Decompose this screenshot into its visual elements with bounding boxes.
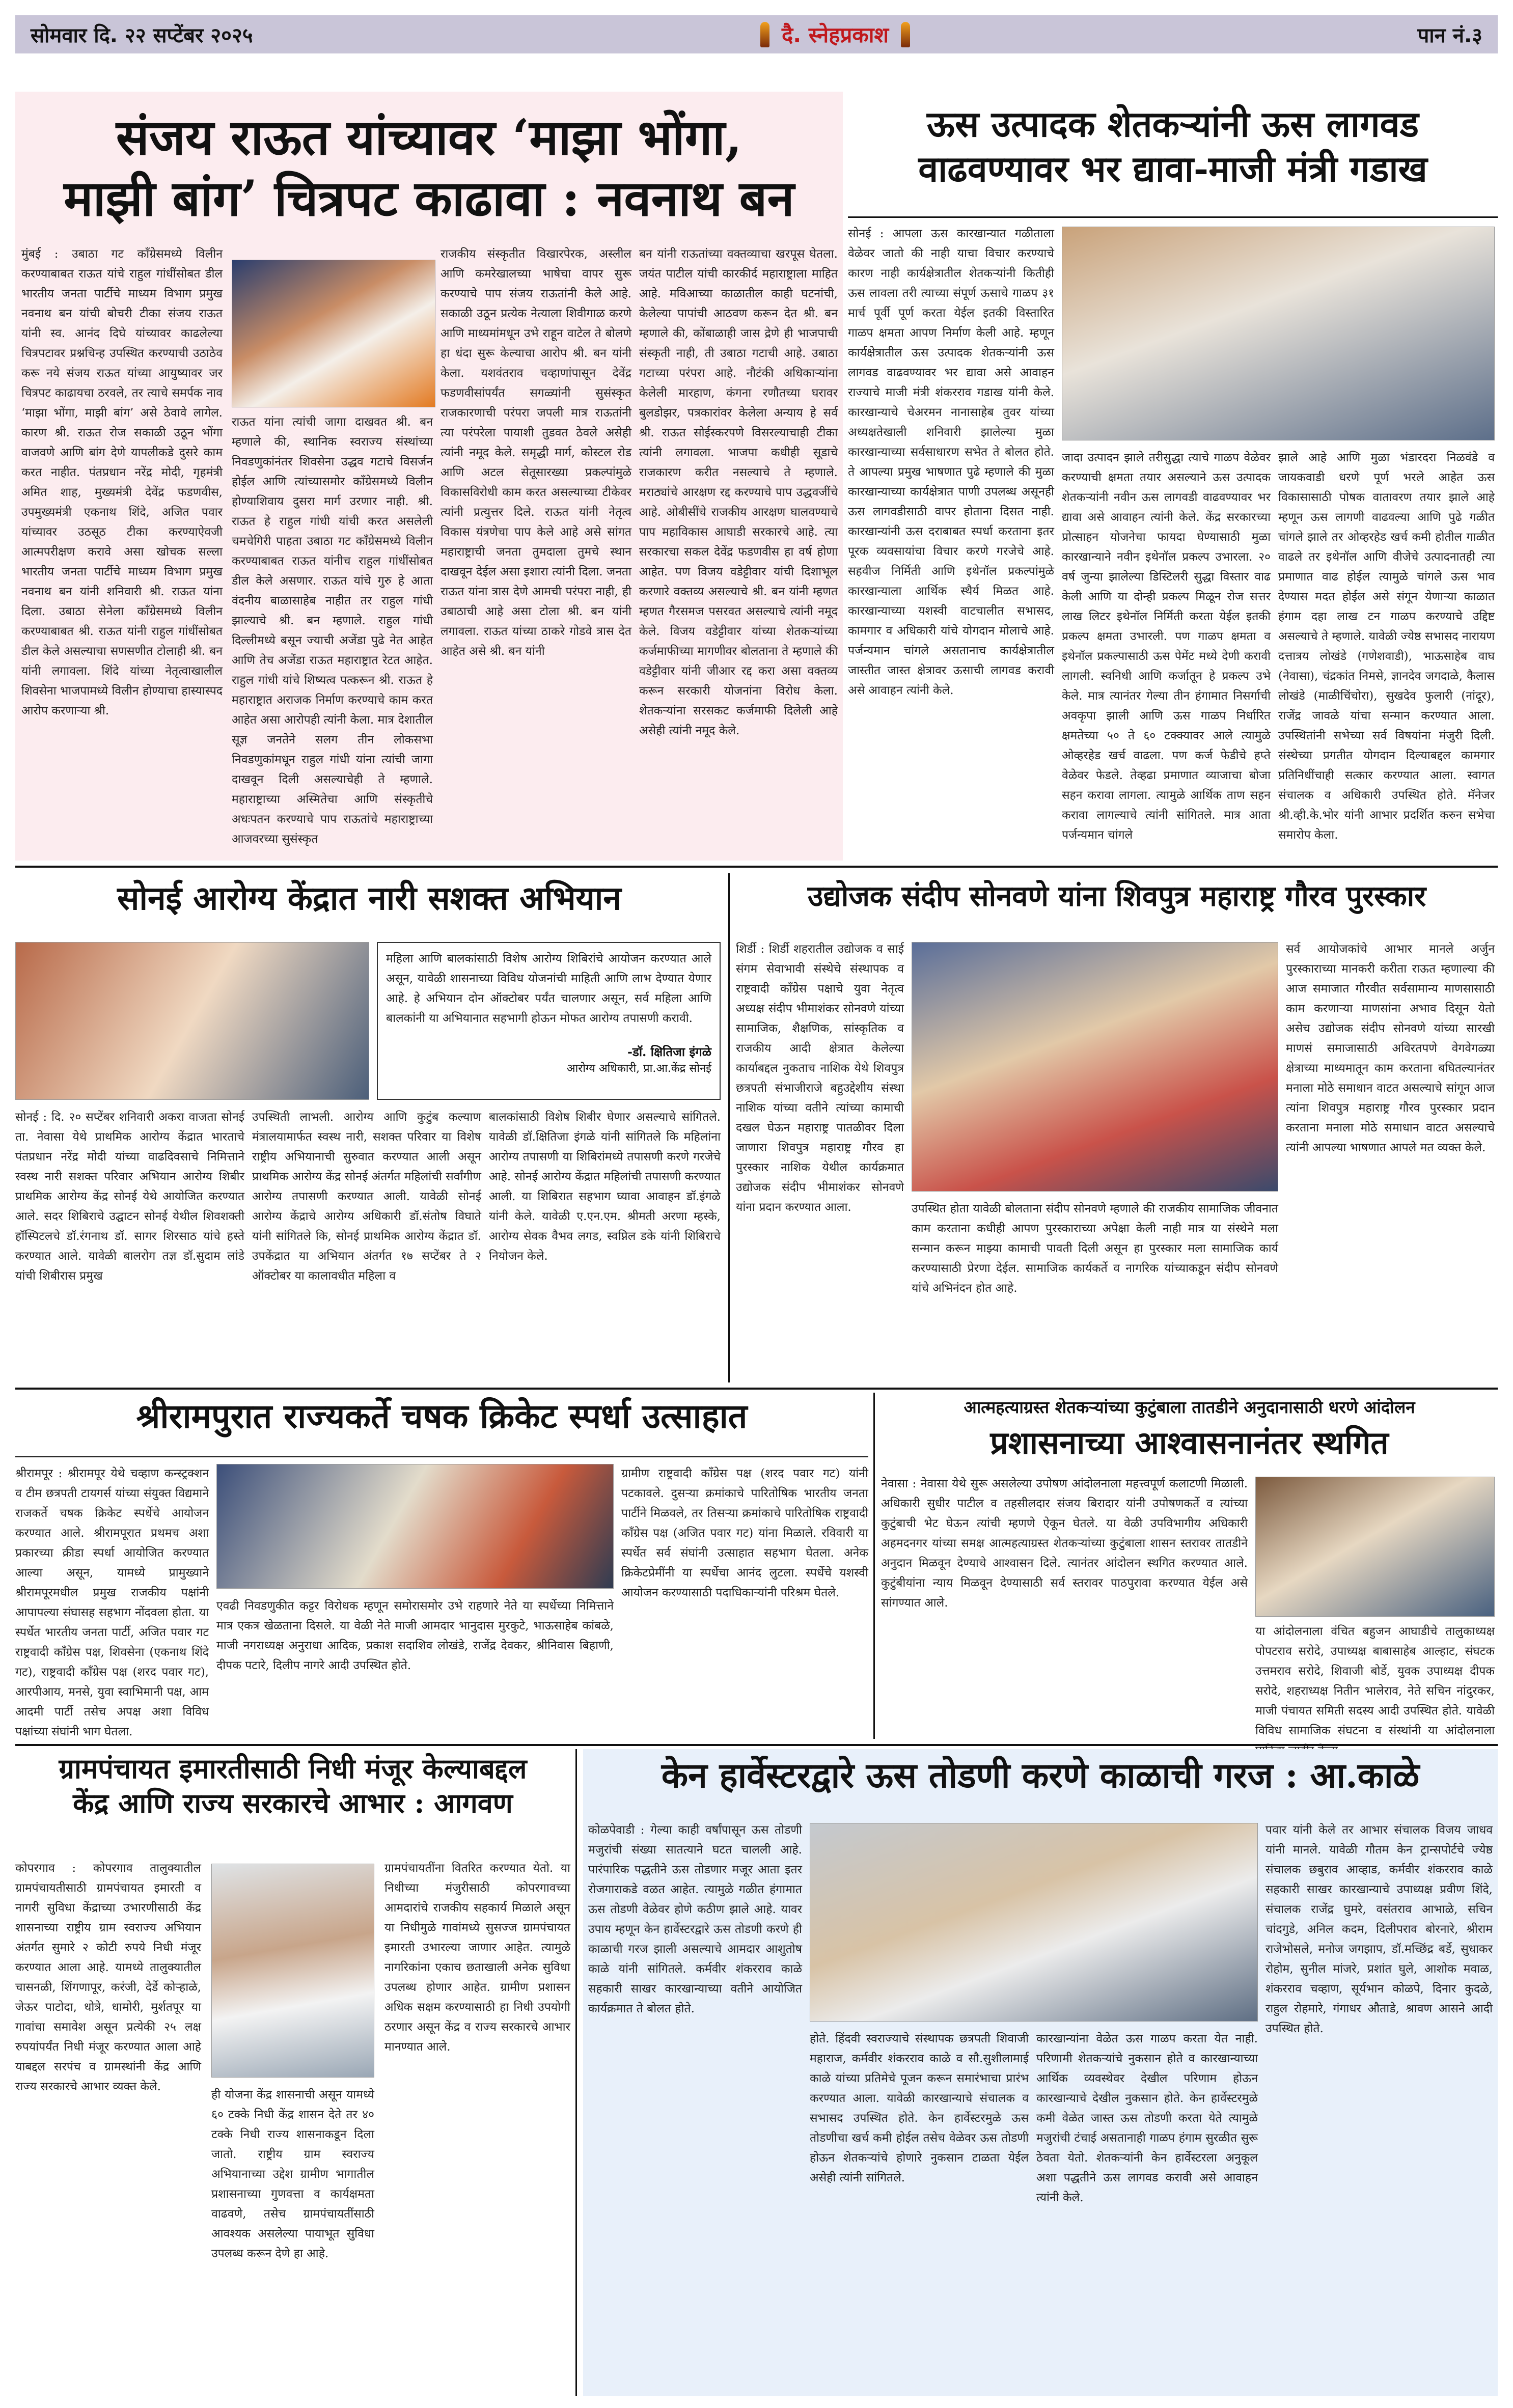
- headline-line-1: ऊस उत्पादक शेतकऱ्यांनी ऊस लागवड: [927, 103, 1419, 145]
- article-column: सोनई : आपला ऊस कारखान्यात गळीताला वेळेवर जातो की नाही याचा विचार करण्याचे कारण नाही कार्यक्षेत्रातील शेतकऱ्यांनी कितीही ऊस लावला तरी त्याच्या संपूर्ण ऊसाचे गाळप ३१ मार्च पूर्वी पूर्ण करता येईल इतकी विस्तारित गाळप क्षमता आपण निर्माण केली आहे. म्हणून कार्यक्षेत्रातील ऊस उत्पादक शेतकऱ्यांनी ऊस लागवड वाढवण्यावर भर द्यावा असे आवाहन राज्याचे माजी मंत्री शंकरराव गडाख यांनी केले. कारखान्याचे चेअरमन नानासाहेब तुवर यांच्या अध्यक्षतेखाली शनिवारी झालेल्या मुळा कारखान्याच्या सर्वसाधारण सभेत ते बोलत होते. ते आपल्या प्रमुख भाषणात पुढे म्हणाले की मुळा कारखान्याच्या कार्यक्षेत्रात पाणी उपलब्ध असूनही ऊस लागवडीसाठी वापर होताना दिसत नाही. कारखान्यांनी ऊस दराबाबत स्पर्धा करताना इतर पूरक व्यवसायांचा विचार करणे गरजेचे आहे. सहवीज निर्मिती आणि इथेनॉल प्रकल्पांमुळे कारखान्याला आर्थिक स्थैर्य मिळत आहे. कारखान्याच्या यशस्वी वाटचालीत सभासद, कामगार व अधिकारी यांचे योगदान मोलाचे आहे. पर्जन्यमान चांगले असतानाच कार्यक्षेत्रातील जास्तीत जास्त क्षेत्रावर ऊसाची लागवड करावी असे आवाहन त्यांनी केले.: [848, 227, 1054, 697]
- article-column: राजकीय संस्कृतीत विखारपेरक, अस्लील आणि कमरेखालच्या भाषेचा वापर सुरू करण्याचे पाप संजय राऊतांनी केले आहे. सकाळी उठून प्रत्येक नेत्याला शिवीगाळ करणे आणि माध्यमांमधून उभे राहून वाटेल ते बोलणे हा धंदा सुरू केल्याचा आरोप श्री. बन यांनी केला. यशवंतराव चव्हाणांपासून देवेंद्र फडणवीसांपर्यंत सगळ्यांनी सुसंस्कृत राजकारणाची परंपरा जपली मात्र राऊतांनी त्या परंपरेला पायाशी तुडवत ठेवले असेही त्यांनी नमूद केले. समृद्धी मार्ग, कोस्टल रोड आणि अटल सेतूसारख्या प्रकल्पांमुळे विकासविरोधी काम करत असल्याच्या टीकेवर त्यांनी प्रत्युत्तर दिले. राऊत यांनी नेतृत्व विकास यंत्रणेचा पाप केले आहे असे सांगत महाराष्ट्राची जनता तुमदाला तुमचे स्थान दाखवून देईल असा इशारा त्यांनी दिला. जनता राऊत यांना त्रास देणे आमची परंपरा नाही, ही उबाठाची आहे असा टोला श्री. बन यांनी लगावला. राऊत यांच्या ठाकरे गोडवे त्रास देत आहेत असे श्री. बन यांनी: [441, 247, 631, 658]
- article-column: पवार यांनी केले तर आभार संचालक विजय जाधव यांनी मानले. यावेळी गौतम केन ट्रान्सपोर्टचे ज्येष्ठ संचालक छबुराव आव्हाड, कर्मवीर शंकरराव काळे सहकारी साखर कारखान्याचे उपाध्यक्ष प्रवीण शिंदे, संचालक राजेंद्र घुमरे, वसंतराव आभाळे, सचिन चांदगुडे, अनिल कदम, दिलीपराव बोरनारे, श्रीराम राजेभोसले, मनोज जगझाप, डॉ.मच्छिंद्र बर्डे, सुधाकर रोहोम, सुनील मांजरे, प्रशांत घुले, आशोक मवाळ, शंकरराव चव्हाण, सूर्यभान कोळपे, दिनार कुदळे, राहुल रोहमारे, गंगाधर औताडे, श्रावण आसने आदी उपस्थित होते.: [1266, 1823, 1493, 2035]
- photo-caption: ही योजना केंद्र शासनाची असून यामध्ये ६० टक्के निधी केंद्र शासन देते तर ४० टक्के निधी राज्य शासनाकडून दिला जातो. राष्ट्रीय ग्राम स्वराज्य अभियानाच्या उद्देश ग्रामीण भागातील प्रशासनाच्या गुणवत्ता व कार्यक्षमता वाढवणे, तसेच ग्रामपंचायतींसाठी आवश्यक असलेल्या पायाभूत सुविधा उपलब्ध करून देणे हा आहे.: [211, 2088, 374, 2260]
- paper-name: दै. स्नेहप्रकाश: [781, 22, 889, 47]
- paper-brand: [760, 20, 910, 49]
- lamp-icon: [901, 22, 910, 47]
- headline: सोनई आरोग्य केंद्रात नारी सशक्त अभियान: [117, 879, 621, 918]
- divider: [15, 1388, 1498, 1390]
- quote-author: -डॉ. क्षितिजा इंगळे: [627, 1044, 711, 1059]
- divider: [575, 1749, 577, 2396]
- headline-line-1: संजय राऊत यांच्यावर ‘माझा भोंगा,: [116, 108, 742, 166]
- headline: [20, 107, 838, 244]
- divider: [15, 1456, 868, 1457]
- headline-line-2: माझी बांग’ चित्रपट काढावा : नवनाथ बन: [64, 170, 794, 227]
- article-column: ग्रामपंचायतींना वितरित करण्यात येतो. या निधीच्या मंजुरीसाठी कोपरगावच्या आमदारांचे राजकीय सहकार्य मिळाले असून या निधीमुळे गावांमध्ये सुसज्ज ग्रामपंचायत इमारती उभारल्या जाणार आहेत. त्यामुळे नागरिकांना एकाच छताखाली अनेक सुविधा उपलब्ध होणार आहेत. ग्रामीण प्रशासन अधिक सक्षम करण्यासाठी हा निधी उपयोगी ठरणार असून केंद्र व राज्य सरकारचे आभार मानण्यात आले.: [384, 1862, 570, 2054]
- cricket-team-photo: [216, 1464, 614, 1589]
- lamp-icon: [760, 22, 769, 47]
- health-camp-photo: [15, 942, 369, 1100]
- quote-author-title: आरोग्य अधिकारी, प्रा.आ.केंद्र सोनई: [566, 1062, 711, 1075]
- headline: [848, 102, 1498, 214]
- article-column: होते. हिंदवी स्वराज्याचे संस्थापक छत्रपती शिवाजी महाराज, कर्मवीर शंकरराव काळे व सौ.सुशीलामाई काळे यांच्या प्रतिमेचे पूजन करून समारंभाचा प्रारंभ करण्यात आला. यावेळी कारखान्याचे संचालक व सभासद उपस्थित होते. केन हार्वेस्टरमुळे ऊस तोडणीचा खर्च कमी होईल तसेच वेळेवर ऊस तोडणी होऊन शेतकऱ्यांचे होणारे नुकसान टाळता येईल असेही त्यांनी सांगितले.: [810, 2032, 1029, 2184]
- article-column: या आंदोलनाला वंचित बहुजन आघाडीचे तालुकाध्यक्ष पोपटराव सरोदे, उपाध्यक्ष बाबासाहेब आल्हाट, संघटक उत्तमराव सरोदे, शिवाजी बोर्डे, युवक उपाध्यक्ष दीपक सरोदे, शहराध्यक्ष नितीन भालेराव, नेते सचिन नांदुरकर, माजी पंचायत समिती सदस्य आदी उपस्थित होते. यावेळी विविध सामाजिक संघटना व संस्थांनी या आंदोलनाला: [1255, 1625, 1495, 1737]
- divider: [15, 1744, 1498, 1746]
- headline: केन हार्वेस्टरद्वारे ऊस तोडणी करणे काळाची गरज : आ.काळे: [661, 1755, 1420, 1796]
- article-sonawane-award: [736, 873, 1498, 1382]
- article-column: जादा उत्पादन झाले तरीसुद्धा त्याचे गाळप वेळेवर करण्याची क्षमता तयार असल्याने ऊस उत्पादक शेतकऱ्यांनी नवीन ऊस लागवडी वाढवण्यावर भर द्यावा असे आवाहन त्यांनी केले. केंद्र सरकारच्या प्रोत्साहन योजनेचा फायदा घेण्यासाठी मुळा कारखान्याने नवीन इथेनॉल प्रकल्प उभारला. २० वर्ष जुन्या झालेल्या डिस्टिलरी सुद्धा विस्तार वाढ केली आणि या दोन्ही प्रकल्प मिळून रोज सत्तर लाख लिटर इथेनॉल निर्मिती करता येईल इतकी प्रकल्प क्षमता उभारली. पण गाळप क्षमता व इथेनॉल प्रकल्पासाठी ऊस पेमेंट मध्ये देणी करावी लागली. स्वनिधी आणि कर्जातून हे प्रकल्प उभे केले. मात्र त्यानंतर गेल्या तीन हंगामात निसर्गाची अवकृपा झाली आणि ऊस गाळप निर्धारित क्षमतेच्या ५० ते ६० टक्क्यावर आले त्यामुळे ओव्हरहेड खर्च वाढला. पण कर्ज फेडीचे हप्ते वेळेवर फेडले. तेव्हढा प्रमाणात व्याजाचा बोजा सहन करावा लागला. त्यामुळे आर्थिक ताण सहन करावा लागल्याचे त्यांनी सांगितले. मात्र आता पर्जन्यमान चांगले: [1062, 451, 1271, 842]
- event-photo: [810, 1823, 1258, 2022]
- portrait-photo: [211, 1864, 374, 2078]
- article-gadakh: [848, 92, 1498, 861]
- article-column: कोपरगाव : कोपरगाव तालुक्यातील ग्रामपंचायतीसाठी ग्रामपंचायत इमारती व नागरी सुविधा केंद्राच्या उभारणीसाठी केंद्र शासनाच्या राष्ट्रीय ग्राम स्वराज्य अभियान अंतर्गत सुमारे २ कोटी रुपये निधी मंजूर करण्यात आला आहे. यामध्ये तालुक्यातील चासनळी, शिंगणापूर, करंजी, देर्डे कोऱ्हाळे, जेऊर पाटोदा, धोत्रे, धामोरी, मुर्शतपूर या गावांचा समावेश असून प्रत्येकी २५ लक्ष रुपयांपर्यंत निधी मंजूर करण्यात आला आहे याबद्दल सरपंच व ग्रामस्थांनी केंद्र आणि राज्य सरकारचे आभार व्यक्त केले.: [15, 1862, 201, 2093]
- award-photo: [912, 942, 1278, 1192]
- divider: [848, 216, 1498, 218]
- article-column: मुंबई : उबाठा गट काँग्रेसमध्ये विलीन करण्याबाबत राऊत यांचे राहुल गांधींसोबत डील भारतीय जनता पार्टीचे माध्यम विभाग प्रमुख नवनाथ बन यांची बोचरी टीका संजय राऊत यांनी स्व. आनंद दिघे यांच्यावर काढलेल्या चित्रपटावर प्रश्नचिन्ह उपस्थित करण्याची उठाठेव करू नये संजय राऊत यांच्या आयुष्यावर जर चित्रपट काढायचा ठरवले, तर त्याचे समर्पक नाव ‘माझा भोंगा, माझी बांग’ असे ठेवावे लागेल. कारण श्री. राऊत रोज सकाळी उठून भोंगा वाजवणे आणि बांग देणे यापलीकडे दुसरे काम करत नाहीत. पंतप्रधान नरेंद्र मोदी, गृहमंत्री अमित शाह, मुख्यमंत्री देवेंद्र फडणवीस, उपमुख्यमंत्री एकनाथ शिंदे, अजित पवार यांच्यावर उठसूठ टीका करण्याऐवजी आत्मपरीक्षण करावे असा खोचक सल्ला भारतीय जनता पार्टीचे माध्यम विभाग प्रमुख नवनाथ बन यांनी शनिवारी श्री. राऊत यांना दिला. उबाठा सेनेला काँग्रेसमध्ये विलीन करण्याबाबत श्री. राऊत यांनी राहुल गांधींसोबत डील केले असल्याचा सणसणीत टोलाही श्री. बन यांनी लगावला. शिंदे यांच्या नेतृत्वाखालील शिवसेना भाजपामध्ये विलीन होण्याचा हास्यास्पद आरोप करणाऱ्या श्री.: [21, 247, 223, 717]
- issue-date: सोमवार दि. २२ सप्टेंबर २०२५: [31, 24, 253, 47]
- article-column: सर्व आयोजकांचे आभार मानले अर्जुन पुरस्काराच्या मानकरी करीता राऊत म्हणाल्या की आज समाजात गौरवीत सर्वसामान्य माणसासाठी काम करणाऱ्या माणसांना अभाव दिसून येतो असेच उद्योजक संदीप सोनवणे यांच्या सारखी माणसं समाजासाठी अविरतपणे वेगवेगळ्या क्षेत्राच्या माध्यमातून काम करताना बघितल्यानंतर मनाला मोठे समाधान वाटत असल्याचे सांगून आज त्यांना शिवपुत्र महाराष्ट्र गौरव पुरस्कार प्रदान करताना मनाला मोठे समाधान वाटत असल्याचे त्यांनी आपल्या भाषणात आपले मत व्यक्त केले.: [1286, 943, 1495, 1154]
- kicker: आत्महत्याग्रस्त शेतकऱ्यांच्या कुटुंबाला तातडीने अनुदानासाठी धरणे आंदोलन: [964, 1397, 1415, 1417]
- article-column: सोनई : दि. २० सप्टेंबर शनिवारी अकरा वाजता सोनई ता. नेवासा येथे प्राथमिक आरोग्य केंद्रात भारताचे पंतप्रधान नरेंद्र मोदी यांच्या वाढदिवसाचे निमित्ताने स्वस्थ नारी सशक्त परिवार अभियान आरोग्य शिबीर प्राथमिक आरोग्य केंद्र सोनई येथे आयोजित करण्यात आले. सदर शिबिराचे उद्घाटन सोनई येथील शिवशक्ती हॉस्पिटलचे डॉ.रंगनाथ डॉ. सागर शिरसाठ यांचे हस्ते करण्यात आले. यावेळी बालरोग तज्ञ डॉ.सुदाम लांडे यांची शिबीरास प्रमुख: [15, 1111, 244, 1283]
- page-number: पान नं.३: [1417, 24, 1482, 47]
- article-column: ग्रामीण राष्ट्रवादी काँग्रेस पक्ष (शरद पवार गट) यांनी पटकावले. दुसऱ्या क्रमांकाचे पारितोषिक भारतीय जनता पार्टीने मिळवले, तर तिसऱ्या क्रमांकाचे पारितोषिक राष्ट्रवादी काँग्रेस पक्ष (अजित पवार गट) यांना मिळाले. रविवारी या स्पर्धेत सर्व संघांनी उत्साहात सहभाग घेतला. अनेक क्रिकेटप्रेमींनी या स्पर्धेचा आनंद लुटला. स्पर्धेचे यशस्वी आयोजन करण्यासाठी पदाधिकाऱ्यांनी परिश्रम घेतले.: [621, 1467, 868, 1599]
- article-column: बालकांसाठी विशेष शिबीर घेणार असल्याचे सांगितले. यावेळी डॉ.क्षितिजा इंगळे यांनी सांगितले कि महिलांना आरोग्य तपासणी या शिबिरांमध्ये तपासणी करणे गरजेचे आहे. सोनई आरोग्य केंद्रात महिलांची तपासणी करण्यात आली. या शिबिरात सहभाग घ्यावा आवाहन डॉ.इंगळे यांनी केले. यावेळी ए.एन.एम. श्रीमती अरणा म्हस्के, आरोग्य सेवक वैभव लगड, स्वप्निल डके यांनी शिबिराचे नियोजन केले.: [489, 1111, 721, 1263]
- article-column: कोळपेवाडी : गेल्या काही वर्षांपासून ऊस तोडणी मजुरांची संख्या सातत्याने घटत चालली आहे. पारंपारिक पद्धतीने ऊस तोडणार मजूर आता इतर रोजगाराकडे वळत आहेत. त्यामुळे गळीत हंगामात ऊस तोडणी वेळेवर होणे कठीण झाले आहे. यावर उपाय म्हणून केन हार्वेस्टरद्वारे ऊस तोडणी करणे ही काळाची गरज झाली असल्याचे आमदार आशुतोष काळे यांनी सांगितले. कर्मवीर शंकरराव काळे सहकारी साखर कारखान्याच्या वतीने आयोजित कार्यक्रमात ते बोलत होते.: [588, 1823, 802, 2015]
- portrait-photo: [232, 260, 435, 407]
- article-column: झाले आहे आणि मुळा भंडारदरा निळवंडे व जायकवाडी धरणे पूर्ण भरले आहेत ऊस विकासासाठी पोषक वातावरण तयार झाले आहे म्हणून ऊस लागणी वाढवल्या आणि पुढे गळीत चांगले झाले तर ओव्हरहेड खर्च कमी होतील गाळीत वाढले तर इथेनॉल आणि वीजेचे उत्पादनातही त्या प्रमाणात वाढ होईल त्यामुळे चांगले ऊस भाव देण्यास मदत होईल असे संगून येणाऱ्या काळात हंगाम दहा लाख टन गाळप करण्याचे उद्दिष्ट असल्याचे ते म्हणाले. यावेळी ज्येष्ठ सभासद नारायण दत्तात्रय लोखंडे (गणेशवाडी), भाऊसाहेब वाघ (नेवासा), चंद्रकांत निमसे, ज्ञानदेव जगदाळे, कैलास लोखंडे (माळीचिंचोरा), सुखदेव फुलारी (नांदूर), राजेंद्र जावळे यांचा सन्मान करण्यात आला. उपस्थितांनी सभेच्या सर्व विषयांना मंजुरी दिली. संस्थेच्या प्रगतीत योगदान दिल्याबद्दल कामगार प्रतिनिधींचाही सत्कार करण्यात आला. स्वागत संचालक व अधिकारी उपस्थित होते. मॅनेजर श्री.व्ही.के.भोर यांनी आभार प्रदर्शित करुन सभेचा समारोप केला.: [1278, 451, 1495, 842]
- divider: [728, 873, 730, 1382]
- quote-text: महिला आणि बालकांसाठी विशेष आरोग्य शिबिरांचे आयोजन करण्यात आले असून, यावेळी शासनाच्या विविध योजनांची माहिती आणि लाभ देण्यात येणार आहे. हे अभियान दोन ऑक्टोबर पर्यंत चालणार असून, सर्व महिला आणि बालकांनी या अभियानात सहभागी होऊन मोफत आरोग्य तपासणी करावी.: [386, 952, 711, 1025]
- article-column: कारखान्यांना वेळेत ऊस गाळप करता येत नाही. परिणामी शेतकऱ्यांचे नुकसान होते व कारखान्याच्या आर्थिक व्यवस्थेवर देखील परिणाम होऊन कारखान्याचे देखील नुकसान होते. केन हार्वेस्टरमुळे कमी वेळेत जास्त ऊस तोडणी करता येते त्यामुळे मजुरांची टंचाई असतानाही गाळप हंगाम सुरळीत सुरू ठेवता येतो. शेतकऱ्यांनी केन हार्वेस्टरला अनुकूल अशा पद्धतीने ऊस लागवड करावी असे आवाहन त्यांनी केले.: [1036, 2032, 1258, 2204]
- officer-quote-box: [377, 942, 721, 1100]
- headline: [15, 1752, 570, 1853]
- article-nevasa-protest: [881, 1393, 1498, 1739]
- article-grampanchayat: [15, 1749, 570, 2396]
- divider: [873, 1393, 875, 1739]
- article-cane-harvester: [583, 1749, 1498, 2396]
- headline: श्रीरामपुरात राज्यकर्ते चषक क्रिकेट स्पर्धा उत्साहात: [136, 1396, 748, 1436]
- article-column: उपस्थिती लाभली. आरोग्य आणि कुटुंब कल्याण मंत्रालयामार्फत स्वस्थ नारी, सशक्त परिवार या विशेष राष्ट्रीय अभियानाची सुरुवात करण्यात आली असून प्राथमिक आरोग्य केंद्र सोनई अंतर्गत महिलांची सर्वांगीण आरोग्य तपासणी करण्यात आली. यावेळी सोनई आरोग्य केंद्राचे आरोग्य अधिकारी डॉ.संतोष विघाते यांनी सांगितले कि, सोनई प्राथमिक आरोग्य केंद्रात डॉ. उपकेंद्रात या अभियान अंतर्गत १७ सप्टेंबर ते २ ऑक्टोबर या कालावधीत महिला व: [252, 1111, 481, 1283]
- headline: प्रशासनाच्या आश्वासनानंतर स्थगित: [990, 1424, 1389, 1461]
- divider: [15, 866, 1498, 868]
- headline-line-2: वाढवण्यावर भर द्यावा-माजी मंत्री गडाख: [918, 147, 1427, 190]
- article-column: उपस्थित होता यावेळी बोलताना संदीप सोनवणे म्हणाले की राजकीय सामाजिक जीवनात काम करताना कधीही आपण पुरस्काराच्या अपेक्षा केली नाही मात्र या संस्थेने मला सन्मान करून माझ्या कामाची पावती दिली असून हा पुरस्कार मला सामाजिक कार्य करण्यासाठी प्रेरणा देईल. सामाजिक कार्यकर्ते व नागरिक यांच्याकडून संदीप सोनवणे यांचे अभिनंदन होत आहे.: [912, 1202, 1278, 1295]
- article-column: शिर्डी : शिर्डी शहरातील उद्योजक व साई संगम सेवाभावी संस्थेचे संस्थापक व राष्ट्रवादी काँग्रेस पक्षाचे युवा नेतृत्व अध्यक्ष संदीप भीमाशंकर सोनवणे यांच्या सामाजिक, शैक्षणिक, सांस्कृतिक व राजकीय आदी क्षेत्रात केलेल्या कार्याबद्दल नुकताच नाशिक येथे शिवपुत्र छत्रपती संभाजीराजे बहुउद्देशीय संस्था नाशिक यांच्या वतीने त्यांच्या कामाची दखल घेऊन महाराष्ट्र पातळीवर दिला जाणारा शिवपुत्र महाराष्ट्र गौरव हा पुरस्कार नाशिक येथील कार्यक्रमात उद्योजक संदीप भीमाशंकर सोनवणे यांना प्रदान करण्यात आला.: [736, 943, 904, 1214]
- article-column: एवढी निवडणुकीत कट्टर विरोधक म्हणून समोरासमोर उभे राहणारे नेते या स्पर्धेच्या निमित्ताने मात्र एकत्र खेळताना दिसले. या वेळी नेते माजी आमदार भानुदास मुरकुटे, भाऊसाहेब कांबळे, माजी नगराध्यक्ष अनुराधा आदिक, प्रकाश सदाशिव लोखंडे, राजेंद्र देवकर, श्रीनिवास बिहाणी, दीपक पटारे, दिलीप नागरे आदी उपस्थित होते.: [216, 1599, 614, 1672]
- article-sonai-health: [15, 873, 723, 1382]
- article-column: बन यांनी राऊतांच्या वक्तव्याचा खरपूस घेतला. जयंत पाटील यांची कारकीर्द महाराष्ट्राला माहित आहे. मविआच्या काळातील काही घटनांची, केलेल्या पापांची आठवण करून देत श्री. बन म्हणाले की, कोंबाळाही जास द्रेणे ही भाजपाची संस्कृती नाही, ती उबाठा गटाची आहे. उबाठा गटाच्या परंपरा आहे. नौटंकी अधिकाऱ्यांना केलेली मारहाण, कंगना रणौतच्या घरावर बुलडोझर, पत्रकारांवर केलेला अन्याय हे सर्व श्री. राऊत सोईस्करपणे विसरल्याचाही टीका त्यांनी लगावला. भाजपा कधीही सूडाचे राजकारण करीत नसल्याचे ते म्हणाले. मराठ्यांचे आरक्षण रद्द करण्याचे पाप उद्धवजींचे आहे. ओबीसींचे राजकीय आरक्षण घालवण्याचे पाप महाविकास आघाडी सरकारचे आहे. त्या सरकारचा सकल देवेंद्र फडणवीस हा वर्ष होणा आहेत. पण विजय वडेट्टीवार यांची दिशाभूल करणारे वक्तव्य असल्याचे श्री. बन यांनी म्हणत म्हणत गैरसमज पसरवत असल्याचे त्यांनी नमूद केले. विजय वडेट्टीवार यांच्या शेतकऱ्यांच्या कर्जमाफीच्या मागणीवर बोलताना ते म्हणाले की वडेट्टीवार यांनी जीआर रद्द करा असा वक्तव्य करून सरकारी योजनांना विरोध केला. शेतकऱ्यांना सरसकट कर्जमाफी दिलेली आहे असेही त्यांनी नमूद केले.: [639, 247, 838, 737]
- article-raut: [15, 92, 843, 861]
- protest-photo: [1255, 1477, 1495, 1617]
- masthead-bar: [15, 15, 1498, 53]
- meeting-photo: [1062, 227, 1495, 440]
- headline: उद्योजक संदीप सोनवणे यांना शिवपुत्र महाराष्ट्र गौरव पुरस्कार: [807, 879, 1426, 913]
- article-column: श्रीरामपूर : श्रीरामपूर येथे चव्हाण कन्स्ट्रक्शन व टीम छत्रपती टायगर्स यांच्या संयुक्त विद्यमाने राजकर्ते चषक क्रिकेट स्पर्धेचे आयोजन करण्यात आले. श्रीरामपूरात प्रथमच अशा प्रकारच्या क्रीडा स्पर्धा आयोजित करण्यात आल्या असून, यामध्ये प्रामुख्याने श्रीरामपूरमधील प्रमुख राजकीय पक्षांनी आपापल्या संघासह सहभाग नोंदवला होता. या स्पर्धेत भारतीय जनता पार्टी, अजित पवार गट राष्ट्रवादी काँग्रेस पक्ष, शिवसेना (एकनाथ शिंदे गट), राष्ट्रवादी काँग्रेस पक्ष (शरद पवार गट), आरपीआय, मनसे, युवा स्वाभिमानी पक्ष, आम आदमी पार्टी तसेच अपक्ष अशा विविध पक्षांच्या संघांनी भाग घेतला.: [15, 1467, 209, 1738]
- article-column: नेवासा : नेवासा येथे सुरू असलेल्या उपोषण आंदोलनाला महत्त्वपूर्ण कलाटणी मिळाली. अधिकारी सुधीर पाटील व तहसीलदार संजय बिरादार यांनी उपोषणकर्ते व त्यांच्या कुटुंबाची भेट घेऊन त्यांची म्हणणे ऐकून घेतले. या वेळी उपविभागीय अधिकारी अहमदनगर यांच्या समक्ष आत्महत्याग्रस्त शेतकऱ्यांच्या कुटुंबाला शासन स्तरावर तातडीने अनुदान मिळवून देण्याचे आश्वासन दिले. त्यानंतर आंदोलन स्थगित करण्यात आले. कुटुंबीयांना न्याय मिळवून देण्यासाठी सर्व स्तरावर पाठपुरावा करण्यात येईल असे सांगण्यात आले.: [881, 1477, 1248, 1610]
- headline-line-1: ग्रामपंचायत इमारतीसाठी निधी मंजूर केल्याबद्दल: [59, 1752, 527, 1785]
- article-cricket: [15, 1393, 868, 1739]
- headline-line-2: केंद्र आणि राज्य सरकारचे आभार : आगवण: [73, 1786, 513, 1819]
- article-column: राऊत यांना त्यांची जागा दाखवत श्री. बन म्हणाले की, स्थानिक स्वराज्य संस्थांच्या निवडणुकांनंतर शिवसेना उद्धव गटाचे विसर्जन होईल आणि त्यांच्यासमोर काँग्रेसमध्ये विलीन होण्याशिवाय दुसरा मार्ग उरणार नाही. श्री. राऊत हे राहुल गांधी यांची करत असलेली चमचेगिरी पाहता उबाठा गट काँग्रेसमध्ये विलीन करण्याबाबत राऊत यांनीच राहुल गांधींसोबत डील केले असणार. राऊत यांचे गुरु हे आता वंदनीय बाळासाहेब नाहीत तर राहुल गांधी झाल्याचे श्री. बन म्हणाले. राहुल गांधी दिल्लीमध्ये बसून ज्याची अजेंडा पुढे नेत आहेत आणि तेच अजेंडा राऊत महाराष्ट्रात रेटत आहेत. राहुल गांधी यांचे शिष्यत्व पत्करून श्री. राऊत हे महाराष्ट्रात अराजक निर्माण करण्याचे काम करत आहेत असा आरोपही त्यांनी केला. मात्र देशातील सूज्ञ जनतेने सलग तीन लोकसभा निवडणुकांमधून राहुल गांधी यांना त्यांची जागा दाखवून दिली असल्याचेही ते म्हणाले. महाराष्ट्राच्या अस्मितेचा आणि संस्कृतीचे अधःपतन करण्याचे पाप राऊतांचे महाराष्ट्राच्या आजवरच्या सुसंस्कृत: [232, 416, 433, 846]
